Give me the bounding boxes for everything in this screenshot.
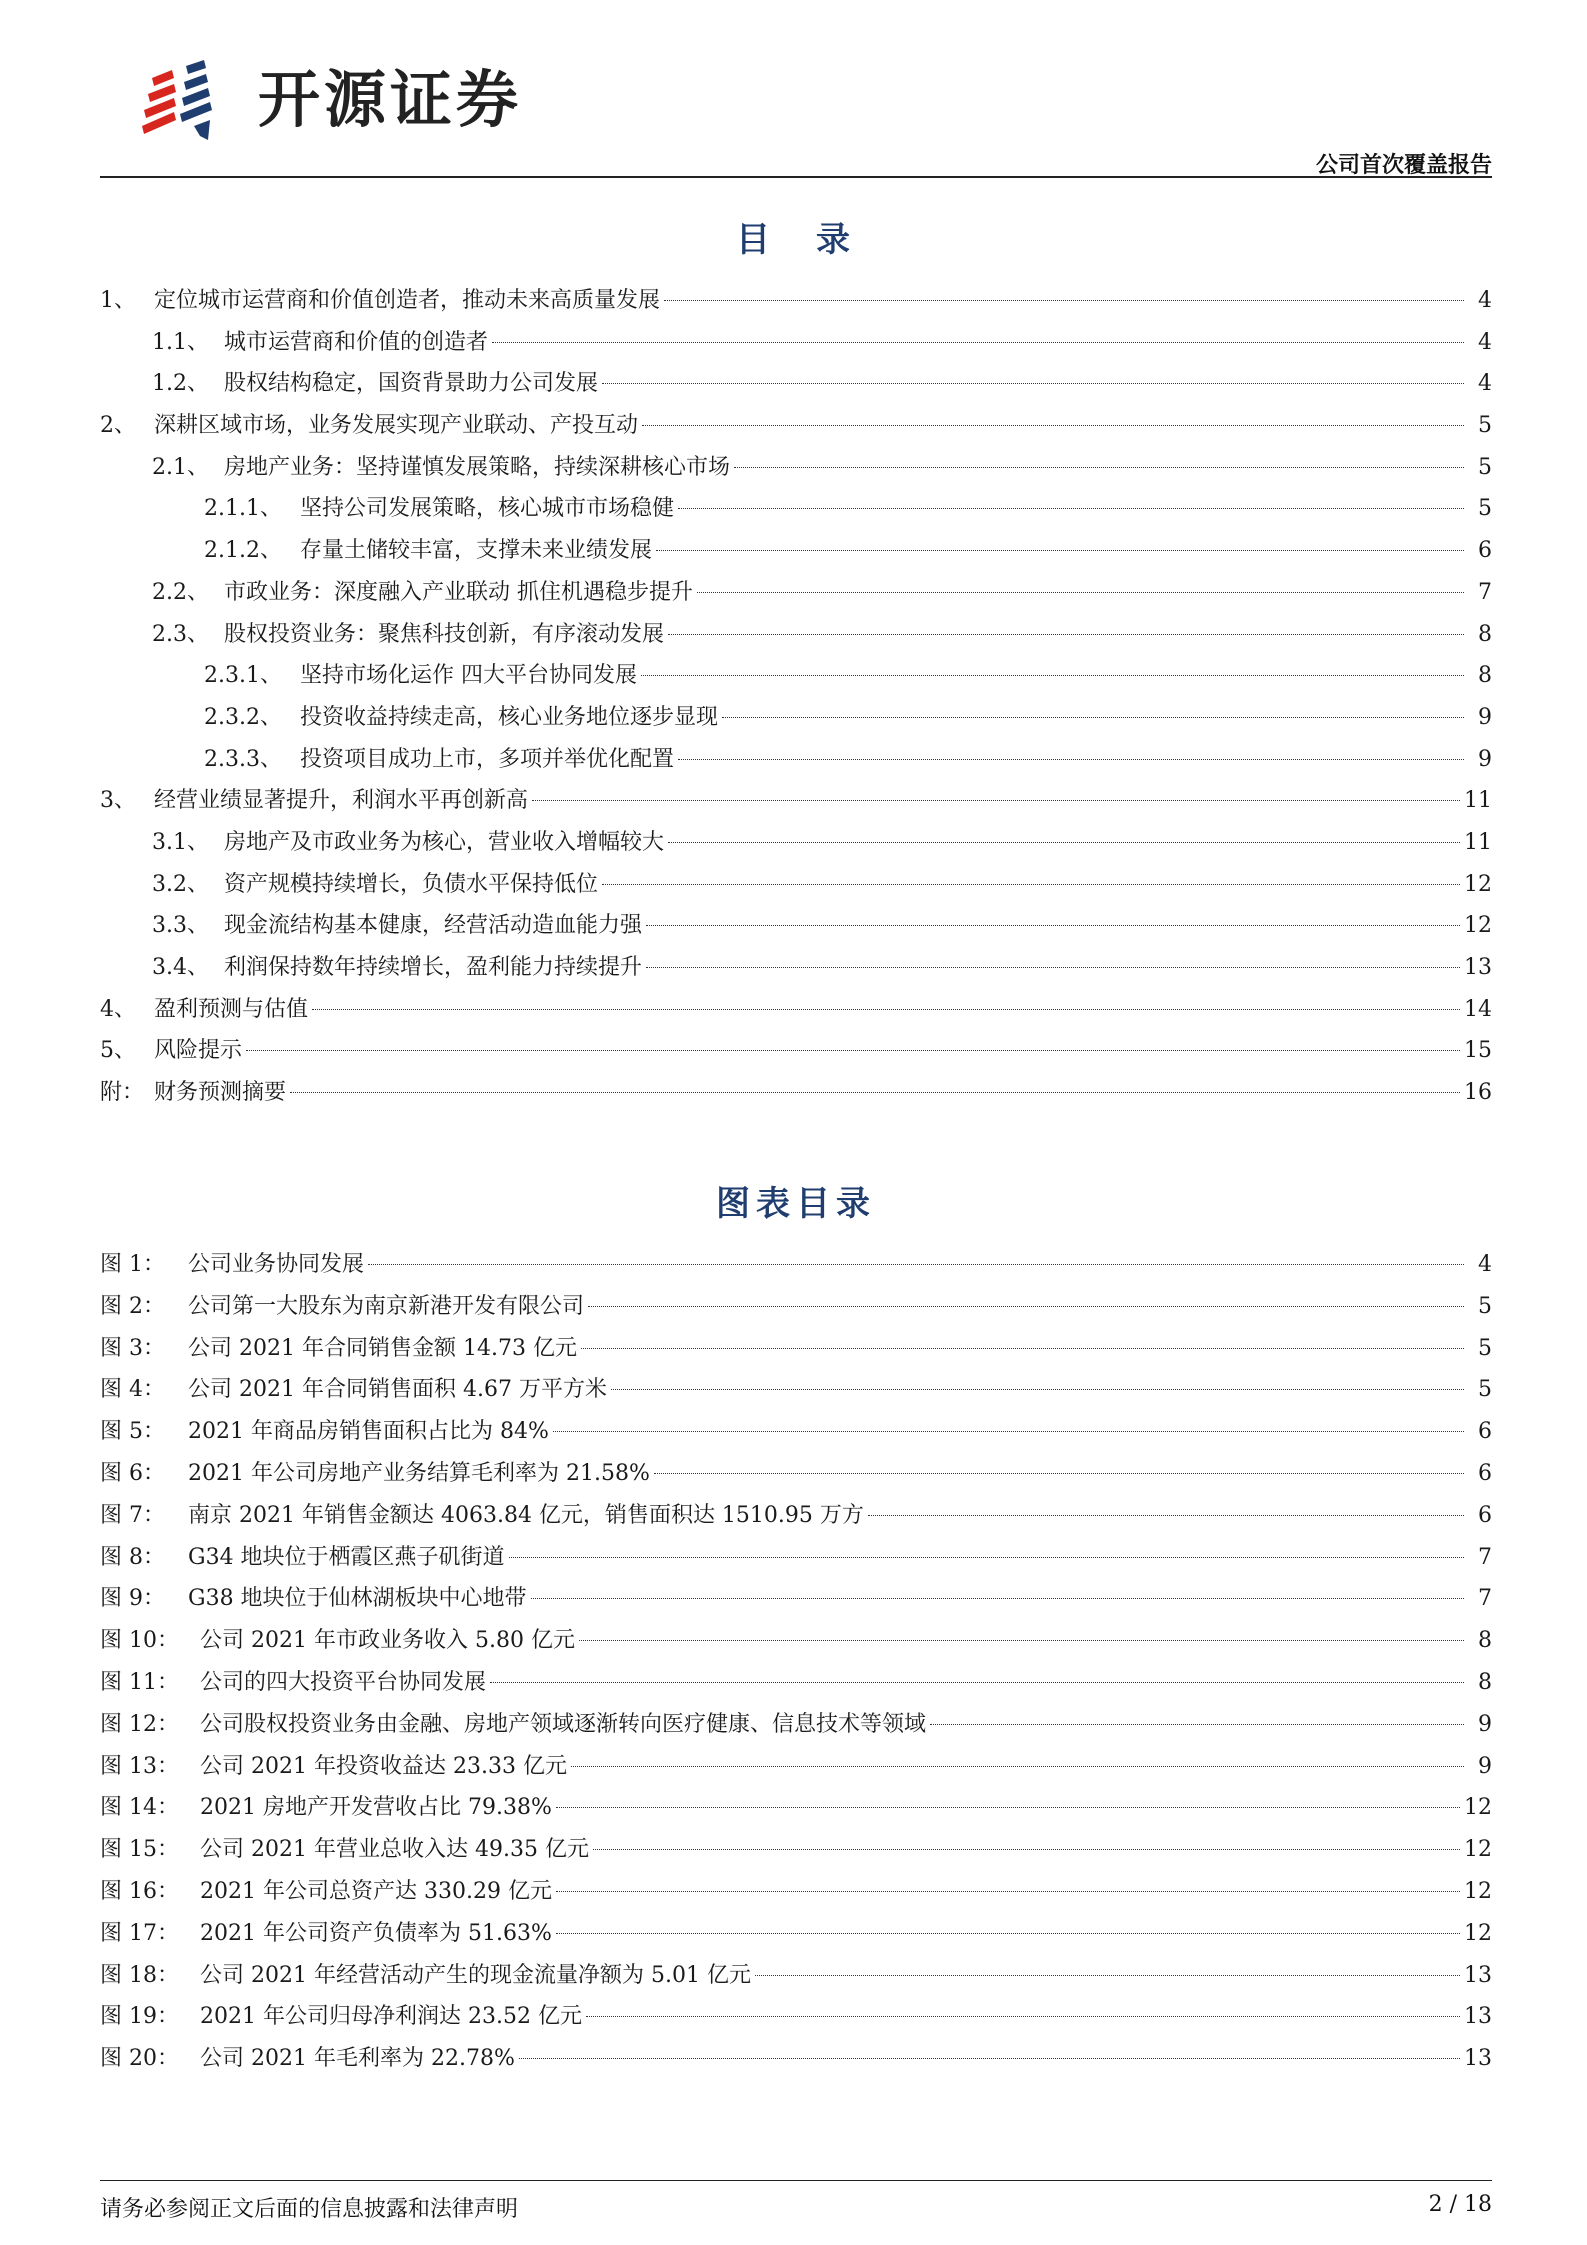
- figure-entry-page[interactable]: 13: [1464, 2046, 1492, 2072]
- dot-leader: [246, 1050, 1460, 1051]
- dot-leader: [734, 467, 1464, 468]
- dot-leader: [509, 1557, 1464, 1558]
- toc-entry-page[interactable]: 5: [1478, 413, 1492, 439]
- figure-entry-number: 图 15：: [100, 1837, 179, 1863]
- figure-entry-title[interactable]: 公司 2021 年市政业务收入 5.80 亿元: [200, 1628, 575, 1654]
- figure-entry[interactable]: [100, 1787, 1492, 1829]
- toc-entry-page[interactable]: 11: [1464, 829, 1492, 855]
- figure-entry-page[interactable]: 7: [1478, 1586, 1492, 1612]
- toc-entry-title[interactable]: 市政业务：深度融入产业联动 抓住机遇稳步提升: [224, 579, 693, 605]
- figure-entry-title[interactable]: 2021 年公司房地产业务结算毛利率为 21.58%: [188, 1460, 650, 1486]
- header-divider: [100, 176, 1492, 178]
- figure-entry-page[interactable]: 12: [1464, 1878, 1492, 1904]
- figure-entry[interactable]: [100, 1286, 1492, 1328]
- figure-entry-title[interactable]: 公司股权投资业务由金融、房地产领域逐渐转向医疗健康、信息技术等领域: [200, 1711, 927, 1737]
- figure-entry-number: 图 11：: [100, 1669, 179, 1695]
- toc-entry-title[interactable]: 现金流结构基本健康，经营活动造血能力强: [224, 913, 643, 939]
- figure-entry[interactable]: [100, 1537, 1492, 1579]
- figure-entry-number: 图 18：: [100, 1962, 179, 1988]
- figure-entry-number: 图 7：: [100, 1502, 165, 1528]
- dot-leader: [697, 592, 1464, 593]
- figure-entry-title[interactable]: 2021 房地产开发营收占比 79.38%: [200, 1795, 552, 1821]
- figure-entry-title[interactable]: 公司 2021 年合同销售金额 14.73 亿元: [188, 1335, 577, 1361]
- dot-leader: [579, 1640, 1464, 1641]
- toc-entry-number: 2.3.1、: [204, 663, 282, 689]
- toc-list: [100, 280, 1492, 1114]
- figure-entry-page[interactable]: 5: [1478, 1335, 1492, 1361]
- figure-entry-page[interactable]: 6: [1478, 1419, 1492, 1445]
- dot-leader: [553, 1431, 1464, 1432]
- toc-entry-number: 1、: [100, 288, 136, 313]
- toc-entry-page[interactable]: 5: [1478, 454, 1492, 480]
- toc-entry-number: 3.4、: [152, 955, 209, 980]
- figure-entry[interactable]: [100, 1495, 1492, 1537]
- kaiyuan-logo-icon: [134, 56, 244, 146]
- toc-entry-number: 2.1.1、: [204, 496, 282, 522]
- figure-entry-page[interactable]: 8: [1478, 1628, 1492, 1654]
- toc-entry-page[interactable]: 4: [1478, 371, 1492, 397]
- figure-entry-number: 图 2：: [100, 1293, 165, 1319]
- figure-entry[interactable]: [100, 1411, 1492, 1453]
- figure-entry[interactable]: [100, 1955, 1492, 1997]
- figure-entry-number: 图 17：: [100, 1920, 179, 1946]
- figure-entry-title[interactable]: 公司的四大投资平台协同发展: [200, 1669, 487, 1695]
- figure-entry-page[interactable]: 5: [1478, 1377, 1492, 1403]
- dot-leader: [588, 1306, 1464, 1307]
- figure-entry-title[interactable]: 公司 2021 年投资收益达 23.33 亿元: [200, 1753, 567, 1779]
- toc-entry[interactable]: [100, 989, 1492, 1031]
- toc-entry-number: 4、: [100, 996, 136, 1022]
- figure-entry[interactable]: [100, 1244, 1492, 1286]
- dot-leader: [664, 300, 1464, 301]
- figure-entry-title[interactable]: 2021 年公司总资产达 330.29 亿元: [200, 1878, 552, 1904]
- dot-leader: [611, 1389, 1464, 1390]
- figure-entry[interactable]: [100, 1704, 1492, 1746]
- dot-leader: [868, 1515, 1464, 1516]
- toc-entry-number: 5、: [100, 1038, 136, 1064]
- figure-entry-page[interactable]: 8: [1478, 1669, 1492, 1695]
- toc-entry-title[interactable]: 股权结构稳定，国资背景助力公司发展: [224, 371, 599, 397]
- toc-entry-number: 3.3、: [152, 913, 209, 939]
- figure-entry-title[interactable]: 2021 年商品房销售面积占比为 84%: [188, 1419, 549, 1445]
- toc-entry-title[interactable]: 存量土储较丰富，支撑未来业绩发展: [300, 538, 653, 564]
- figure-entry-title[interactable]: G34 地块位于栖霞区燕子矶街道: [188, 1544, 505, 1570]
- figure-entry-page[interactable]: 12: [1464, 1795, 1492, 1821]
- toc-entry-number: 2.1.2、: [204, 538, 282, 564]
- figure-entry[interactable]: [100, 1829, 1492, 1871]
- figure-entry-title[interactable]: 公司 2021 年毛利率为 22.78%: [200, 2046, 515, 2072]
- toc-entry[interactable]: [100, 822, 1492, 864]
- toc-entry-page[interactable]: 6: [1478, 538, 1492, 564]
- figure-entry-number: 图 6：: [100, 1460, 165, 1486]
- figure-entry-number: 图 20：: [100, 2046, 179, 2072]
- toc-entry[interactable]: [100, 363, 1492, 405]
- toc-entry-page[interactable]: 11: [1464, 788, 1492, 814]
- figure-entry-number: 图 3：: [100, 1335, 165, 1361]
- figure-entry[interactable]: [100, 1328, 1492, 1370]
- dot-leader: [556, 1807, 1460, 1808]
- toc-entry[interactable]: [100, 322, 1492, 364]
- figure-list: [100, 1244, 1492, 2080]
- figure-entry-number: 图 16：: [100, 1878, 179, 1904]
- toc-entry[interactable]: [100, 780, 1492, 822]
- figure-entry-title[interactable]: 2021 年公司资产负债率为 51.63%: [200, 1920, 552, 1946]
- toc-entry-title[interactable]: 坚持市场化运作 四大平台协同发展: [300, 663, 637, 689]
- toc-entry[interactable]: [100, 947, 1492, 989]
- dot-leader: [646, 967, 1460, 968]
- toc-entry-page[interactable]: 13: [1464, 955, 1492, 980]
- figure-entry[interactable]: [100, 1746, 1492, 1788]
- dot-leader: [492, 342, 1464, 343]
- toc-entry-page[interactable]: 9: [1478, 746, 1492, 772]
- dot-leader: [722, 717, 1464, 718]
- figure-entry-page[interactable]: 13: [1464, 1962, 1492, 1988]
- toc-entry[interactable]: [100, 614, 1492, 656]
- toc-entry-title[interactable]: 经营业绩显著提升，利润水平再创新高: [154, 788, 529, 814]
- figure-entry-title[interactable]: G38 地块位于仙林湖板块中心地带: [188, 1586, 527, 1612]
- figure-entry-number: 图 8：: [100, 1544, 165, 1570]
- toc-entry-page[interactable]: 9: [1478, 704, 1492, 730]
- dot-leader: [668, 842, 1460, 843]
- toc-entry-page[interactable]: 8: [1478, 621, 1492, 647]
- dot-leader: [571, 1766, 1464, 1767]
- toc-entry-title[interactable]: 房地产业务：坚持谨慎发展策略，持续深耕核心市场: [224, 454, 731, 480]
- dot-leader: [519, 2058, 1460, 2059]
- dot-leader: [490, 1682, 1464, 1683]
- dot-leader: [602, 383, 1464, 384]
- page-indicator: 2 / 18: [1428, 2192, 1492, 2217]
- figure-entry-page[interactable]: 7: [1478, 1544, 1492, 1570]
- toc-entry[interactable]: [100, 488, 1492, 530]
- footer-divider: [100, 2180, 1492, 2181]
- toc-entry-number: 2.2、: [152, 579, 209, 605]
- figure-entry-title[interactable]: 公司 2021 年经营活动产生的现金流量净额为 5.01 亿元: [200, 1962, 751, 1988]
- dot-leader: [602, 884, 1460, 885]
- toc-entry[interactable]: [100, 405, 1492, 447]
- figure-list-title: 图表目录: [716, 1184, 876, 1224]
- toc-entry-title[interactable]: 坚持公司发展策略，核心城市市场稳健: [300, 496, 675, 522]
- toc-entry-number: 2、: [100, 413, 136, 439]
- footer-disclaimer: 请务必参阅正文后面的信息披露和法律声明: [100, 2197, 519, 2222]
- dot-leader: [290, 1092, 1460, 1093]
- toc-entry-number: 2.3.3、: [204, 746, 282, 772]
- toc-entry[interactable]: [100, 739, 1492, 781]
- toc-entry-page[interactable]: 4: [1478, 288, 1492, 313]
- figure-entry-number: 图 19：: [100, 2004, 179, 2030]
- figure-entry[interactable]: [100, 1369, 1492, 1411]
- toc-entry-page[interactable]: 12: [1464, 913, 1492, 939]
- toc-entry-title[interactable]: 利润保持数年持续增长，盈利能力持续提升: [224, 955, 643, 980]
- dot-leader: [312, 1009, 1460, 1010]
- dot-leader: [531, 1598, 1464, 1599]
- figure-entry[interactable]: [100, 1913, 1492, 1955]
- toc-entry-page[interactable]: 5: [1478, 496, 1492, 522]
- toc-entry-page[interactable]: 4: [1478, 329, 1492, 355]
- toc-entry-page[interactable]: 7: [1478, 579, 1492, 605]
- dot-leader: [581, 1348, 1464, 1349]
- dot-leader: [642, 425, 1464, 426]
- figure-entry-page[interactable]: 9: [1478, 1711, 1492, 1737]
- toc-entry-title[interactable]: 定位城市运营商和价值创造者，推动未来高质量发展: [154, 288, 661, 313]
- figure-entry-title[interactable]: 公司第一大股东为南京新港开发有限公司: [188, 1293, 585, 1319]
- toc-entry[interactable]: [100, 905, 1492, 947]
- toc-entry-page[interactable]: 8: [1478, 663, 1492, 689]
- figure-entry-title[interactable]: 公司 2021 年营业总收入达 49.35 亿元: [200, 1837, 589, 1863]
- figure-entry-number: 图 12：: [100, 1711, 179, 1737]
- dot-leader: [654, 1473, 1464, 1474]
- toc-entry-title[interactable]: 城市运营商和价值的创造者: [224, 329, 489, 355]
- toc-entry-page[interactable]: 14: [1464, 996, 1492, 1022]
- toc-entry-number: 1.1、: [152, 329, 209, 355]
- dot-leader: [930, 1724, 1464, 1725]
- dot-leader: [678, 508, 1464, 509]
- figure-entry-page[interactable]: 12: [1464, 1920, 1492, 1946]
- figure-entry-number: 图 5：: [100, 1419, 165, 1445]
- toc-entry-title[interactable]: 盈利预测与估值: [154, 996, 309, 1022]
- figure-entry-number: 图 1：: [100, 1252, 165, 1277]
- figure-entry-title[interactable]: 南京 2021 年销售金额达 4063.84 亿元，销售面积达 1510.95 万方: [188, 1502, 864, 1528]
- figure-entry-page[interactable]: 9: [1478, 1753, 1492, 1779]
- dot-leader: [368, 1264, 1464, 1265]
- toc-entry-number: 1.2、: [152, 371, 209, 397]
- figure-entry-number: 图 10：: [100, 1628, 179, 1654]
- figure-entry-number: 图 14：: [100, 1795, 179, 1821]
- figure-entry-number: 图 4：: [100, 1377, 165, 1403]
- dot-leader: [641, 675, 1464, 676]
- dot-leader: [678, 759, 1464, 760]
- figure-entry-page[interactable]: 13: [1464, 2004, 1492, 2030]
- dot-leader: [668, 634, 1464, 635]
- toc-entry-title[interactable]: 房地产及市政业务为核心，营业收入增幅较大: [224, 829, 665, 855]
- toc-entry-number: 附：: [100, 1080, 145, 1106]
- toc-entry-number: 3、: [100, 788, 136, 814]
- toc-entry-number: 2.1、: [152, 454, 209, 480]
- toc-entry-number: 3.2、: [152, 871, 209, 897]
- page-header: [100, 48, 1492, 178]
- figure-entry-title[interactable]: 公司业务协同发展: [188, 1252, 365, 1277]
- figure-entry[interactable]: [100, 1578, 1492, 1620]
- toc-entry[interactable]: [100, 864, 1492, 906]
- toc-entry-title[interactable]: 投资项目成功上市，多项并举优化配置: [300, 746, 675, 772]
- toc-title: 目 录: [736, 220, 856, 260]
- figure-entry[interactable]: [100, 1996, 1492, 2038]
- figure-entry-page[interactable]: 6: [1478, 1502, 1492, 1528]
- toc-entry[interactable]: [100, 1072, 1492, 1114]
- toc-entry-title[interactable]: 股权投资业务：聚焦科技创新，有序滚动发展: [224, 621, 665, 647]
- toc-entry[interactable]: [100, 1030, 1492, 1072]
- toc-entry-number: 2.3、: [152, 621, 209, 647]
- figure-entry-title[interactable]: 公司 2021 年合同销售面积 4.67 万平方米: [188, 1377, 607, 1403]
- dot-leader: [532, 800, 1460, 801]
- figure-entry-page[interactable]: 4: [1478, 1252, 1492, 1277]
- figure-entry-page[interactable]: 5: [1478, 1293, 1492, 1319]
- toc-entry[interactable]: [100, 572, 1492, 614]
- toc-entry[interactable]: [100, 447, 1492, 489]
- toc-entry-page[interactable]: 16: [1464, 1080, 1492, 1106]
- figure-entry[interactable]: [100, 2038, 1492, 2080]
- report-type-label: 公司首次覆盖报告: [1315, 153, 1492, 178]
- brand-name: 开源证券: [258, 63, 523, 136]
- toc-entry-title[interactable]: 资产规模持续增长，负债水平保持低位: [224, 871, 599, 897]
- toc-entry[interactable]: [100, 655, 1492, 697]
- toc-entry-title[interactable]: 投资收益持续走高，核心业务地位逐步显现: [300, 704, 719, 730]
- toc-entry[interactable]: [100, 530, 1492, 572]
- dot-leader: [556, 1933, 1460, 1934]
- toc-entry-page[interactable]: 15: [1464, 1038, 1492, 1064]
- figure-entry-number: 图 9：: [100, 1586, 165, 1612]
- toc-entry[interactable]: [100, 697, 1492, 739]
- figure-entry[interactable]: [100, 1662, 1492, 1704]
- figure-entry[interactable]: [100, 1453, 1492, 1495]
- dot-leader: [556, 1891, 1460, 1892]
- toc-entry-number: 3.1、: [152, 829, 209, 855]
- dot-leader: [755, 1975, 1460, 1976]
- figure-entry[interactable]: [100, 1871, 1492, 1913]
- dot-leader: [586, 2016, 1460, 2017]
- figure-entry-page[interactable]: 12: [1464, 1837, 1492, 1863]
- toc-entry-page[interactable]: 12: [1464, 871, 1492, 897]
- figure-entry-page[interactable]: 6: [1478, 1460, 1492, 1486]
- toc-entry-number: 2.3.2、: [204, 704, 282, 730]
- toc-entry-title[interactable]: 风险提示: [154, 1038, 243, 1064]
- figure-entry-number: 图 13：: [100, 1753, 179, 1779]
- dot-leader: [656, 550, 1464, 551]
- figure-entry[interactable]: [100, 1620, 1492, 1662]
- toc-entry[interactable]: [100, 280, 1492, 322]
- dot-leader: [593, 1849, 1460, 1850]
- figure-entry-title[interactable]: 2021 年公司归母净利润达 23.52 亿元: [200, 2004, 582, 2030]
- toc-entry-title[interactable]: 深耕区域市场，业务发展实现产业联动、产投互动: [154, 413, 639, 439]
- toc-entry-title[interactable]: 财务预测摘要: [154, 1080, 287, 1106]
- dot-leader: [646, 925, 1460, 926]
